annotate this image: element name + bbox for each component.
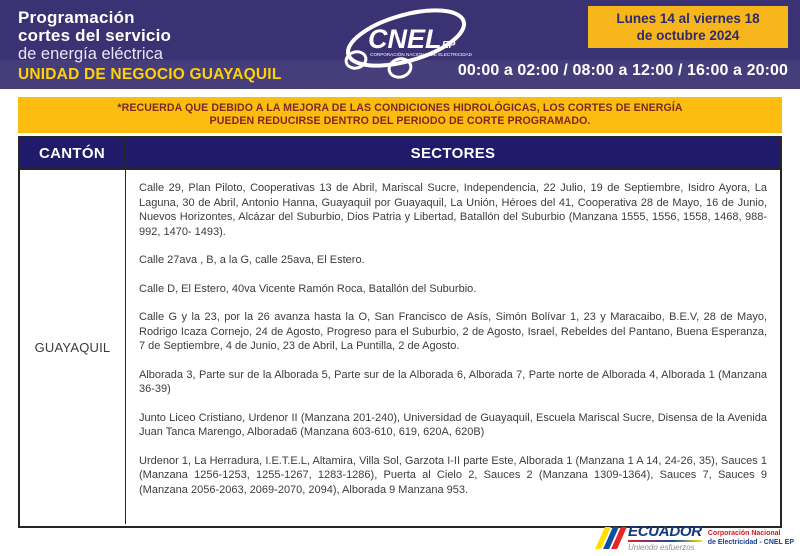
sector-paragraph: Calle D, El Estero, 40va Vicente Ramón Roca, Batallón del Suburbio. [139, 282, 477, 295]
cnel-logo-text: CNEL [368, 24, 442, 54]
sector-paragraph: Alborada 3, Parte sur de la Alborada 5, Parte sur de la Alborada 6, Alborada 7, Parte norte de Alborada 4, Alborada 1 (Manzana 36-39) [139, 368, 767, 395]
date-range-line2: de octubre 2024 [636, 28, 740, 43]
canton-cell: GUAYAQUIL [20, 170, 126, 524]
title-line1: Programación [18, 8, 135, 27]
header-band [0, 0, 800, 89]
canton-column-header: CANTÓN [20, 138, 126, 168]
org-name-line2: de Electricidad - CNEL EP [707, 539, 794, 546]
ecuador-brand-tagline: Uniendo esfuerzos [628, 542, 695, 552]
title-line3: de energía eléctrica [18, 45, 163, 63]
footer-branding [600, 522, 794, 554]
sector-paragraph: Calle G y la 23, por la 26 avanza hasta la O, San Francisco de Asís, Simón Bolívar 1, 23 y Maracaibo, B.E.V, 28 de Mayo, Rodrigo Icaza Cornejo, 24 de Agosto, Progreso para el Suburbio, 2 de Agosto, Israel, Rebeldes del Pantano, Buena Esperanza, 7 de Septiembre, 4 de Junio, 23 de Abril, La Puntilla, 2 de Agosto. [139, 311, 767, 352]
brand-divider-line [628, 540, 702, 542]
date-range-line1: Lunes 14 al viernes 18 [616, 11, 760, 26]
sector-paragraph: Urdenor 1, La Herradura, I.E.T.E.L, Altamira, Villa Sol, Garzota I-II parte Este, Alborada 1 (Manzana 1 A 14, 24-26, 35), Sauces 1 (Manzana 1256-1253, 1255-1267, 1283-1286), Puerta al Cielo 2, Sauces 2 (Manzana 1309-1364), Sauces 7, Sauces 9 (Manzana 2056-2063, 2069-2070, 2094), Alborada 9 Manzana 953. [139, 454, 767, 496]
notice-line1: *RECUERDA QUE DEBIDO A LA MEJORA DE LAS CONDICIONES HIDROLÓGICAS, LOS CORTES DE ENERGÍA [117, 101, 683, 114]
sector-paragraph: Calle 29, Plan Piloto, Cooperativas 13 de Abril, Mariscal Sucre, Independencia, 22 Julio, 19 de Septiembre, Isidro Ayora, La Laguna, 30 de Abril, Antonio Hanna, Guayaquil por Guayaquil, La Unión, Héroes del 41, Cooperativa 28 de Mayo, 16 de Junio, Nuevos Horizontes, Alcázar del Suburbio, Dios Patria y Libertad, Batallón del Suburbio (Manzana 1555, 1556, 1558, 1468, 988-992, 1470- 1493). [139, 182, 767, 238]
cnel-logo-suffix: EP [442, 40, 456, 51]
sector-paragraph: Junto Liceo Cristiano, Urdenor II (Manzana 201-240), Universidad de Guayaquil, Escuela Mariscal Sucre, Disensa de la Avenida Juan Tanca Marengo, Alborada6 (Manzana 603-610, 619, 620A, 620B) [139, 411, 767, 438]
ecuador-brand-name: ECUADOR [628, 522, 702, 540]
sectores-column-header: SECTORES [410, 144, 496, 162]
notice-line2: PUEDEN REDUCIRSE DENTRO DEL PERIODO DE CORTE PROGRAMADO. [209, 115, 591, 127]
outage-time-slots: 00:00 a 02:00 / 08:00 a 12:00 / 16:00 a 20:00 [457, 62, 788, 79]
table-header-row [20, 138, 780, 170]
outage-table [18, 136, 782, 528]
ecuador-flag-icon [595, 527, 629, 549]
title-line2: cortes del servicio [18, 26, 172, 45]
hydrological-notice [18, 97, 782, 133]
page-title [18, 9, 171, 63]
cnel-logo-subtitle: CORPORACIÓN NACIONAL DE ELECTRICIDAD [370, 52, 472, 57]
date-range-box [588, 6, 788, 48]
cnel-org-block [708, 529, 794, 547]
ecuador-brand-block [628, 522, 702, 552]
org-name-line1: Corporación Nacional [707, 530, 781, 537]
sectores-cell [126, 170, 780, 524]
table-row [20, 170, 780, 524]
business-unit-label: UNIDAD DE NEGOCIO GUAYAQUIL [18, 66, 282, 83]
sector-paragraph: Calle 27ava , B, a la G, calle 25ava, El Estero. [139, 254, 365, 266]
